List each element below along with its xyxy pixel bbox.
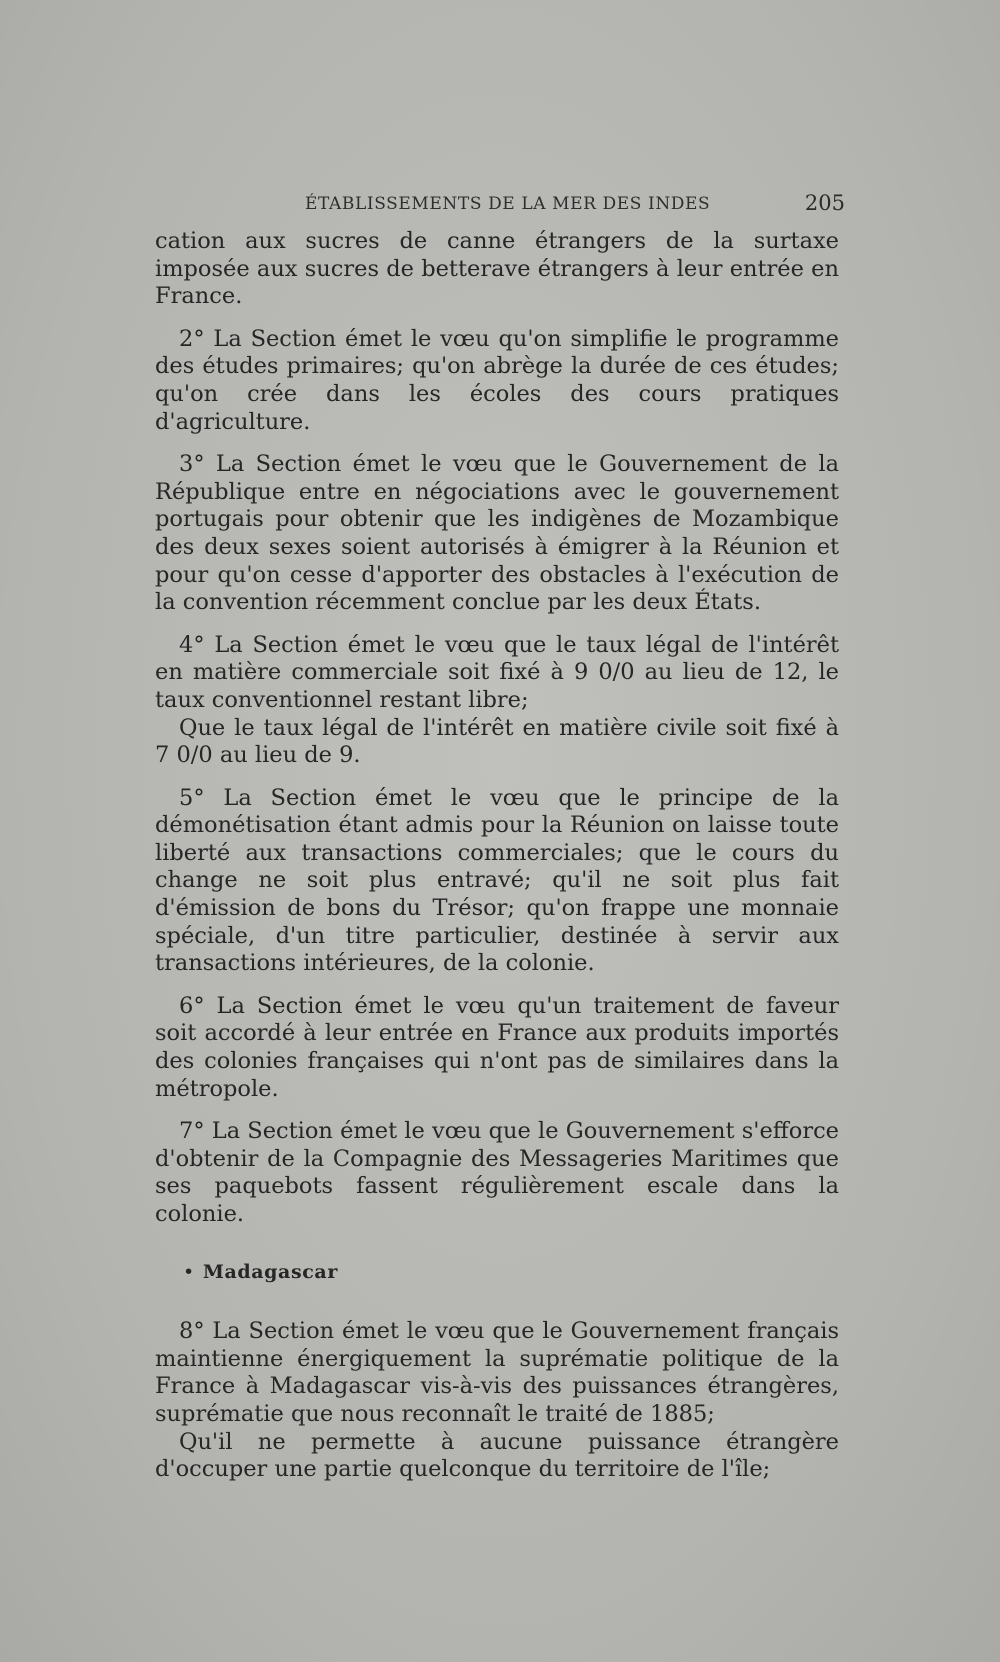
paragraph-resolution-4: 4° La Section émet le vœu que le taux légal de l'intérêt en matière commerciale soit fixé à 9 0/0 au lieu de 12, le taux conventionnel restant libre;	[155, 631, 839, 713]
body-text	[155, 228, 839, 1484]
paragraph-resolution-3: 3° La Section émet le vœu que le Gouvernement de la République entre en négociations avec le gouvernement portugais pour obtenir que les indigènes de Mozambique des deux sexes soient autorisés à émigrer à la Réunion et pour qu'on cesse d'apporter des obstacles à l'exécution de la convention récemment conclue par les deux États.	[155, 451, 839, 616]
paragraph-resolution-5: 5° La Section émet le vœu que le principe de la démonétisation étant admis pour la Réunion on laisse toute liberté aux transactions commerciales; que le cours du change ne soit plus entravé; qu'il ne soit plus fait d'émission de bons du Trésor; qu'on frappe une monnaie spéciale, d'un titre particulier, destinée à servir aux transactions intérieures, de la colonie.	[155, 784, 839, 977]
paragraph-resolution-8-continued: Qu'il ne permette à aucune puissance étrangère d'occuper une partie quelconque du territoire de l'île;	[155, 1428, 839, 1483]
paragraph-resolution-2: 2° La Section émet le vœu qu'on simplifie le programme des études primaires; qu'on abrège la durée de ces études; qu'on crée dans les écoles des cours pratiques d'agriculture.	[155, 325, 839, 435]
running-title: ÉTABLISSEMENTS DE LA MER DES INDES	[305, 194, 711, 214]
paragraph-resolution-6: 6° La Section émet le vœu qu'un traitement de faveur soit accordé à leur entrée en France aux produits importés des colonies françaises qui n'ont pas de similaires dans la métropole.	[155, 992, 839, 1102]
paragraph-resolution-8: 8° La Section émet le vœu que le Gouvernement français maintienne énergiquement la suprématie politique de la France à Madagascar vis-à-vis des puissances étrangères, suprématie que nous reconnaît le traité de 1885;	[155, 1318, 839, 1427]
paragraph-continuation: cation aux sucres de canne étrangers de la surtaxe imposée aux sucres de betterave étrangers à leur entrée en France.	[155, 228, 839, 310]
heading-label: Madagascar	[202, 1260, 338, 1283]
heading-bullet: •	[183, 1260, 195, 1283]
running-head	[155, 191, 845, 218]
section-heading-madagascar	[155, 1259, 839, 1287]
paragraph-resolution-4-continued: Que le taux légal de l'intérêt en matière civile soit fixé à 7 0/0 au lieu de 9.	[155, 714, 839, 769]
paragraph-resolution-7: 7° La Section émet le vœu que le Gouvernement s'efforce d'obtenir de la Compagnie des Messageries Maritimes que ses paquebots fassent régulièrement escale dans la colonie.	[155, 1118, 839, 1227]
page-number: 205	[804, 191, 845, 215]
